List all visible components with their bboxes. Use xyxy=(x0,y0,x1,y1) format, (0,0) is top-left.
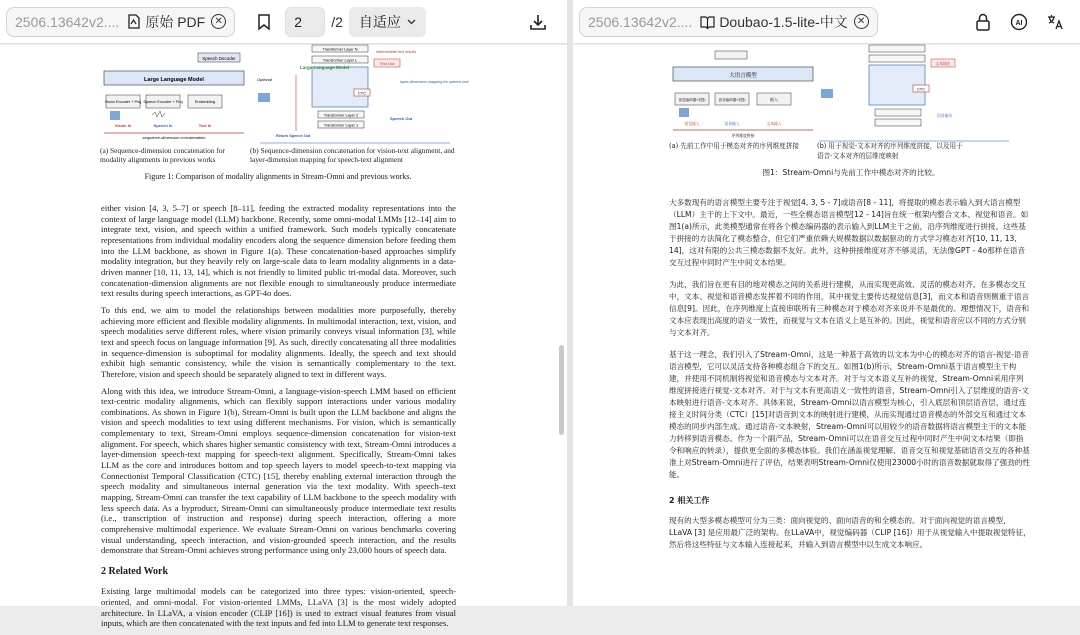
fig-b-optional: Optional xyxy=(257,77,272,82)
fig-b-layer-l: Transformer Layer L xyxy=(322,58,358,63)
paragraph-3: Along with this idea, we introduce Stream-Omni, a language-vision-speech LMM based on efficient text-centric modality alignments, which can flexibly support interactions under various modality combinations. As shown in Figure 1(b), Stream-Omni is built upon the LLM backbone and aligns the vision and speech modalities to text using different mechanisms. For vision, which is semantically complementary to text, Stream-Omni employs sequence-dimension concatenation for vision-text alignment. For speech, which shares higher semantic consistency with text, Stream-Omni introduces a layer-dimension speech-text mapping for speech-text alignment. Specifically, Stream-Omni takes LLM as the core and introduces bottom and top speech layers to model speech-to-text mapping via Connectionist Temporal Classification (CTC) [15], thereby enabling external interaction through the speech modality and simultaneous internal generation via the text modality. With speech–text mapping, Stream-Omni can transfer the text capability of LLM backbone to the speech modality with less speech data. As a byproduct, Stream-Omni can simultaneously produce intermediate text results (i.e., transcription of instruction and response) during speech interaction, offering a more comprehensive multimodal experience. We evaluate Stream-Omni on various benchmarks covering visual understanding, speech interaction, and vision-grounded speech interaction, and the results demonstrate that Stream-Omni achieves strong performance using only 23,000 hours of speech data. xyxy=(101,385,456,556)
zh-fig-layer-l-box xyxy=(869,55,925,62)
zh-fig-layer-n-box xyxy=(869,45,925,52)
original-pdf-viewer[interactable] xyxy=(0,45,567,629)
section-heading: 2 Related Work xyxy=(101,566,169,577)
chevron-down-icon xyxy=(407,19,416,25)
fig-b-llm-label: Large Language Model xyxy=(300,65,350,70)
paragraph-4: Existing large multimodal models can be categorized into three types: vision-oriented, speech-oriented, and omni-modal. For vision-oriented LMMs, LLaVA [3] is the most widely adopted architecture. In LLaVA, a vision encoder (CLIP [16]) is used to extract visual features from visual inputs, which are then concatenated with the text inputs and fed into LLM to generate text responses. xyxy=(101,586,456,629)
file-mode-chip[interactable] xyxy=(6,7,235,37)
svg-text:AI: AI xyxy=(1015,19,1023,27)
fig-a-speech-in: Speech In xyxy=(153,123,173,128)
fig-b-layer-n: Transformer Layer N xyxy=(322,47,358,52)
download-icon[interactable] xyxy=(525,9,551,35)
fig-b-llm-box xyxy=(312,67,368,107)
zh-fig-embed: 嵌入 xyxy=(770,97,778,102)
zh-fig-top-box xyxy=(715,51,747,59)
fig-a-embedding: Embedding xyxy=(194,99,216,104)
fig-b-layer-1: Transformer Layer 1 xyxy=(323,123,359,128)
translated-pdf-toolbar xyxy=(573,0,1080,44)
figure-1 xyxy=(100,45,469,143)
fig-a-llm: Large Language Model xyxy=(144,77,204,83)
translated-pdf-viewer[interactable] xyxy=(573,45,1080,606)
left-scrollbar[interactable] xyxy=(559,345,564,435)
zh-fig-vis-in: 视觉输入 xyxy=(684,122,700,126)
zh-fig-seq: 序列维度拼接 xyxy=(731,134,755,138)
zh-fig-1b-caption: (b) 用于视觉-文本对齐的序列维度拼接，以及用于语音-文本对齐的层维度映射 xyxy=(817,142,963,160)
fig-a-speech-enc: Speech Encoder + Proj xyxy=(143,100,183,104)
zh-paragraph-3: 基于这一理念，我们引入了Stream-Omni，这是一种基于高效的以文本为中心的模态对齐的语言-视觉-语音语言模型，它可以灵活支持各种模态组合下的交互。如图1(b)所示，Stream-Omni基于语言模型主干构建，并使用不同机制将视觉和语音模态与文本对齐。对于与文本语义互补的视觉，Stream-Omni采用序列维度拼接进行视觉-文本对齐。对于与文本有更高语义一致性的语音，Stream-Omni引入了层维度的语音-文本映射进行语音-文本对齐。具体来说，Stream-Omni以语言模型为核心，引入底层和顶层语音层，通过连接主义时间分类（CTC）[15]对语音到文本的映射进行建模，从而实现通过语音模态的外部交互和通过文本模态的同步内部生成。通过语音-文本映射，Stream-Omni可以用较少的语音数据将语言模型主干的文本能力转移到语音模态。作为一个副产品，Stream-Omni可以在语音交互过程中同时产生中间文本结果（即指令和响应的转录），提供更全面的多模态体验。我们在涵盖视觉理解、语音交互和视觉基础语音交互的各种基准上对Stream-Omni进行了评估，结果表明Stream-Omni仅使用23000小时的语音数据就取得了强劲的性能。 xyxy=(669,349,1031,479)
fig-1b-caption: (b) Sequence-dimension concatenation for vision-text alignment, and layer-dimension mapping for speech-text alignment xyxy=(250,146,455,164)
original-pdf-toolbar xyxy=(0,0,567,44)
translation-file-chip[interactable] xyxy=(579,7,878,37)
zh-paragraph-4: 现有的大型多模态模型可分为三类：面向视觉的、面向语音的和全模态的。对于面向视觉的语言模型，LLaVA [3] 是应用最广泛的架构。在LLaVA中，视觉编码器（CLIP [16]）用于从视觉输入中提取视觉特征，然后将这些特征与文本输入连接起来，并输入到语言模型中以生成文本响应。 xyxy=(669,516,1031,550)
page-number-input[interactable]: 2 xyxy=(285,7,325,37)
zh-fig-layer-2-box xyxy=(875,109,921,116)
zh-fig-ctc: CTC xyxy=(916,86,926,92)
original-paper-body xyxy=(101,203,456,635)
zh-fig-text-out: 文本输出 xyxy=(935,62,951,66)
ai-assistant-icon[interactable] xyxy=(1006,9,1032,35)
zoom-label: 自适应 xyxy=(358,13,401,30)
fig-b-text-out: Text Out xyxy=(379,61,395,66)
translation-model-label: Doubao-1.5-lite-中文 xyxy=(719,13,848,30)
fig-a-text-in: Text In xyxy=(198,123,212,128)
translated-file-name: 2506.13642v2.... xyxy=(588,13,693,30)
pdf-file-icon xyxy=(127,14,141,29)
paragraph-1: either vision [4, 3, 5–7] or speech [8–11], feeding the extracted modality representations into the context of large language model (LLM) backbone. Recently, some omni-modal LMMs [12–14] aim to integrate text, vision, and speech within a unified framework. Such models typically concatenate representations from individual modality encoders along the sequence dimension before feeding them into the LLM backbone, as shown in Figure 1(a). These concatenation-based approaches simplify modality integration, but they heavily rely on large-scale data to learn modality alignments in a data-driven manner [10, 11, 13, 14], which is not friendly to limited public tri-modal data. Moreover, such concatenation-dimension alignments are not flexible enough to simultaneously produce intermediate text results during speech interactions, as GPT-4o does. xyxy=(101,203,456,299)
zh-paragraph-2: 为此，我们旨在更有目的地对模态之间的关系进行建模，从而实现更高效、灵活的模态对齐。在多模态交互中，文本、视觉和语音模态发挥着不同的作用，其中视觉主要传达视觉信息[3]，而文本和语音则侧重于语言信息[9]。因此，在序列维度上直接串联所有三种模态对于模态对齐来说并不是最优的。理想情况下，语音和文本应表现出高度的语义一致性，而视觉与文本在语义上是互补的。因此，视觉和语音应以不同的方式分别与文本对齐。 xyxy=(669,279,1030,337)
mode-selector[interactable] xyxy=(127,12,205,32)
zh-paragraph-1: 大多数现有的语言模型主要专注于视觉[4, 3, 5 - 7]或语音[8 - 11]，将提取的模态表示输入到大语言模型（LLM）主干的上下文中。最近，一些全模态语言模型[12 - 14]旨在统一框架内整合文本、视觉和语音。如图1(a)所示，此类模型通常在将各个模态编码器的表示输入到LLM主干之前，沿序列维度进行拼接。这些基于拼接的方法简化了模态整合，但它们严重依赖大规模数据以数据驱动的方式学习模态对齐[10, 11, 13, 14]，这对有限的公共三模态数据不友好。此外，这种拼接维度对齐不够灵活，无法像GPT - 4o那样在语音交互过程中同时产生中间文本结果。 xyxy=(669,198,1029,267)
fig-a-waveform xyxy=(152,111,165,117)
zh-fig-speech-enc: 语音编码器+投影 xyxy=(718,98,746,102)
zh-fig-llm: 大语言模型 xyxy=(729,73,757,79)
zoom-select[interactable] xyxy=(349,7,426,37)
bookmark-icon[interactable] xyxy=(251,9,277,35)
fig-b-layer-2: Transformer Layer 2 xyxy=(323,113,359,118)
zh-fig-speech-in: 语音输入 xyxy=(724,122,740,126)
fig-a-vision-thumb xyxy=(110,111,120,120)
translated-paper-body xyxy=(669,197,1031,561)
fig-a-vision-enc: Vision Encoder + Proj xyxy=(104,100,142,104)
zh-figure-1-caption: 图1：Stream-Omni与先前工作中模态对齐的比较。 xyxy=(762,168,940,177)
close-translation-icon[interactable]: ✕ xyxy=(854,14,869,29)
file-name: 2506.13642v2.... xyxy=(15,13,120,30)
zh-fig-speech-out: 语音输出 xyxy=(937,114,953,118)
fig-b-return-speech: Return Speech Out xyxy=(276,134,311,138)
mode-label: 原始 PDF xyxy=(145,13,206,30)
translation-model-selector[interactable] xyxy=(700,12,847,32)
zh-section-heading: 2 相关工作 xyxy=(669,495,710,505)
figure-1-caption: Figure 1: Comparison of modality alignments in Stream-Omni and previous works. xyxy=(144,172,412,181)
zh-fig-text-in: 文本输入 xyxy=(766,122,782,126)
fig-b-intermediate: intermediate text results xyxy=(376,50,417,54)
fig-b-ctc: CTC xyxy=(357,90,367,96)
fig-a-seq-concat: sequence-dimension concatenation xyxy=(142,135,206,140)
fig-a-speech-decoder: Speech Decoder xyxy=(202,56,236,61)
fig-a-vision-in: Vision In xyxy=(114,123,132,128)
zh-fig-vis-thumb xyxy=(679,108,689,117)
translated-figure-1 xyxy=(669,45,1029,145)
close-file-icon[interactable]: ✕ xyxy=(211,14,226,29)
zh-fig-vis-thumb-b xyxy=(821,89,833,98)
lock-icon[interactable] xyxy=(970,9,996,35)
fig-b-mapping: layer-dimension mapping for speech-text xyxy=(400,80,469,84)
translate-settings-icon[interactable] xyxy=(1042,9,1068,35)
paragraph-2: To this end, we aim to model the relationships between modalities more purposefully, thereby achieving more efficient and flexible modality alignments. In multimodal interaction, text, vision, and speech modalities serve different roles, where vision primarily conveys visual information [3], while text and speech focus on language information [9]. As such, directly concatenating all three modalities in sequence-dimension is suboptimal for modality alignments. Ideally, the speech and text should exhibit high semantic consistency, while the vision is semantically complementary to the text. Therefore, vision and speech should be separately aligned to text in different ways. xyxy=(101,304,456,379)
zh-fig-1a-caption: (a) 先前工作中用于模态对齐的序列维度拼接 xyxy=(669,142,799,150)
zh-fig-layer-1-box xyxy=(875,119,921,126)
page-total: /2 xyxy=(331,13,343,30)
zh-fig-vis-enc: 视觉编码器+投影 xyxy=(678,98,706,102)
fig-b-speech-out: Speech Out xyxy=(390,116,413,121)
fig-1a-caption: (a) Sequence-dimension concatenation for modality alignments in previous works xyxy=(100,146,225,164)
fig-b-vision-thumb xyxy=(258,93,270,102)
book-icon xyxy=(700,15,715,29)
